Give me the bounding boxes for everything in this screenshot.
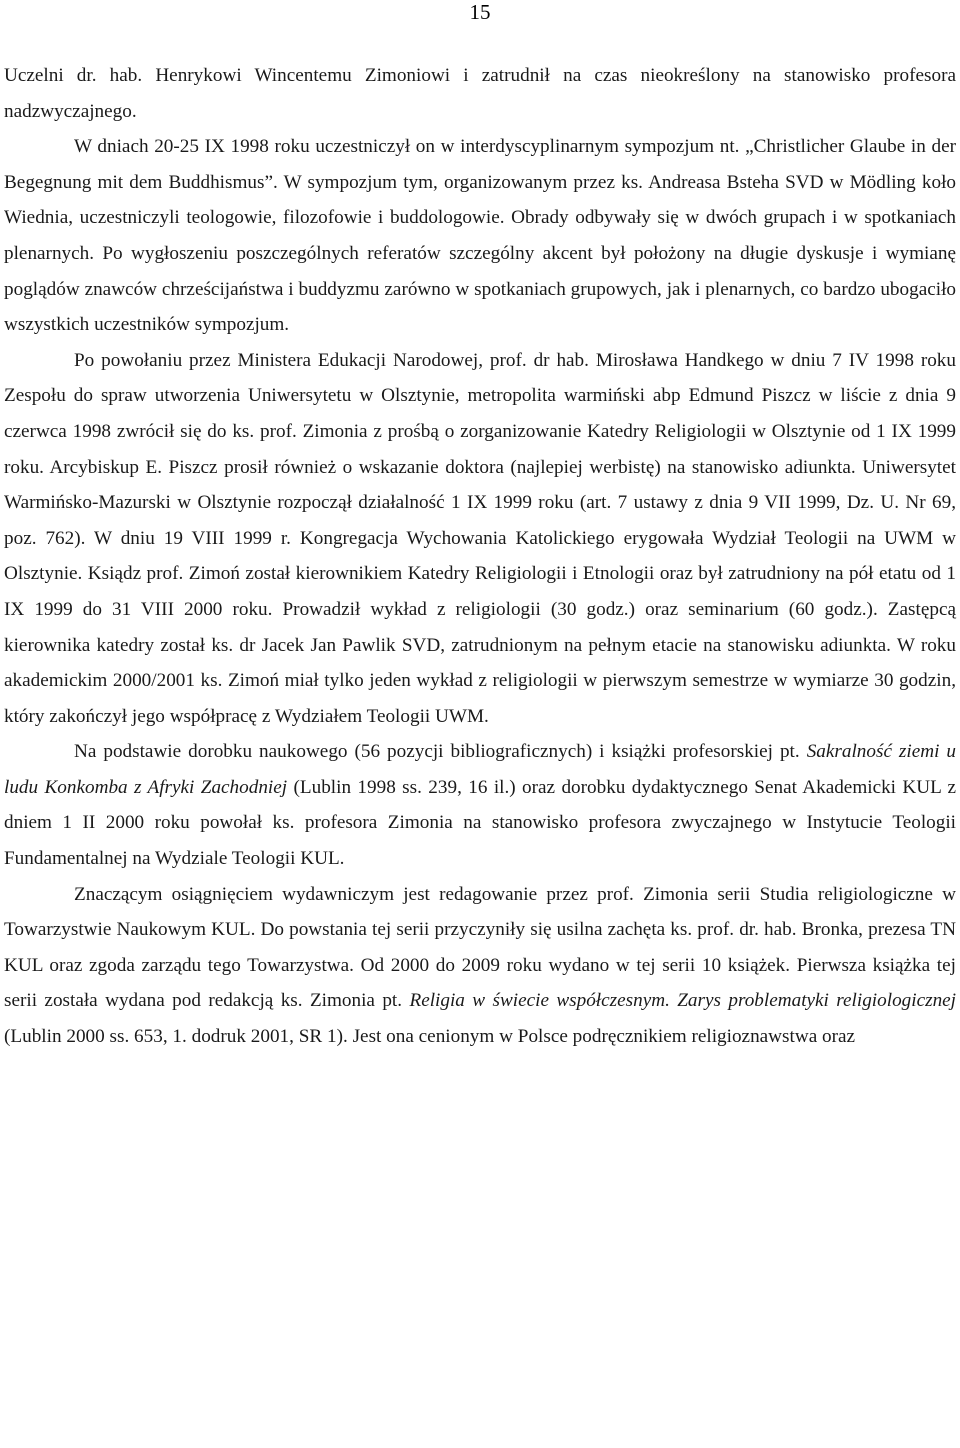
paragraph-1: Uczelni dr. hab. Henrykowi Wincentemu Zimoniowi i zatrudnił na czas nieokreślony na stanowisko profesora nadzwyczajnego. bbox=[4, 65, 956, 122]
paragraph-5-text-a: Znaczącym osiągnięciem wydawniczym jest redagowanie przez prof. Zimonia serii Studia religiologiczne w Towarzystwie Naukowym KUL. Do powstania tej serii przyczyniły się usilna zachęta ks. prof. dr. hab. Bronka, prezesa TN KUL oraz zgoda zarządu tego Towarzystwa. Od 2000 do 2009 roku wydano w tej serii 10 książek. Pierwsza książka tej serii została wydana pod redakcją ks. Zimonia pt. bbox=[4, 883, 956, 1012]
paragraph-5-text-b: (Lublin 2000 ss. 653, 1. dodruk 2001, SR 1). Jest ona cenionym w Polsce podręcznikiem religioznawstwa oraz bbox=[4, 1026, 856, 1048]
paragraph-4-text-b: (Lublin 1998 ss. 239, 16 il.) oraz dorobku dydaktycznego Senat Akademicki KUL z dniem 1 II 2000 roku powołał ks. profesora Zimonia na stanowisko profesora zwyczajnego w Instytucie Teologii Fundamentalnej na Wydziale Teologii KUL. bbox=[4, 776, 957, 870]
book-title-1: Sakralność ziemi u ludu Konkomba z Afryki Zachodniej bbox=[4, 741, 957, 798]
paragraph-3: Po powołaniu przez Ministera Edukacji Narodowej, prof. dr hab. Mirosława Handkego w dniu 7 IV 1998 roku Zespołu do spraw utworzenia Uniwersytetu w Olsztynie, metropolita warmiński abp Edmund Piszcz w liście z dnia 9 czerwca 1998 zwrócił się do ks. prof. Zimonia z prośbą o zorganizowanie Katedry Religiologii w Olsztynie od 1 IX 1999 roku. Arcybiskup E. Piszcz prosił również o wskazanie doktora (najlepiej werbistę) na stanowisko adiunkta. Uniwersytet Warmińsko-Mazurski w Olsztynie rozpoczął działalność 1 IX 1999 roku (art. 7 ustawy z dnia 9 VII 1999, Dz. U. Nr 69, poz. 762). W dniu 19 VIII 1999 r. Kongregacja Wychowania Katolickiego erygowała Wydział Teologii na UWM w Olsztynie. Ksiądz prof. Zimoń został kierownikiem Katedry Religiologii i Etnologii oraz był zatrudniony na pół etatu od 1 IX 1999 do 31 VIII 2000 roku. Prowadził wykład z religiologii (30 godz.) oraz seminarium (60 godz.). Zastępcą kierownika katedry został ks. dr Jacek Jan Pawlik SVD, zatrudnionym na pełnym etacie na stanowisku adiunkta. W roku akademickim 2000/2001 ks. Zimoń miał tylko jeden wykład z religiologii w pierwszym semestrze w wymiarze 30 godzin, który zakończył jego współpracę z Wydziałem Teologii UWM. bbox=[4, 349, 956, 727]
paragraph-4 bbox=[4, 734, 956, 876]
paragraph-2: W dniach 20-25 IX 1998 roku uczestniczył on w interdyscyplinarnym sympozjum nt. „Christlicher Glaube in der Begegnung mit dem Buddhismus”. W sympozjum tym, organizowanym przez ks. Andreasa Bsteha SVD w Mödling koło Wiednia, uczestniczyli teologowie, filozofowie i buddologowie. Obrady odbywały się w dwóch grupach i w spotkaniach plenarnych. Po wygłoszeniu poszczególnych referatów szczególny akcent był położony na długie dyskusje i wymianę poglądów znawców chrześcijaństwa i buddyzmu zarówno w spotkaniach grupowych, jak i plenarnych, co bardzo ubogaciło wszystkich uczestników sympozjum. bbox=[4, 136, 956, 336]
book-title-2: Religia w świecie współczesnym. Zarys problematyki religiologicznej bbox=[409, 990, 957, 1012]
page-number: 15 bbox=[469, 0, 491, 24]
paragraph-4-text-a: Na podstawie dorobku naukowego (56 pozycji bibliograficznych) i książki profesorskiej pt. bbox=[74, 741, 800, 763]
paragraph-5 bbox=[4, 877, 956, 1055]
document-body bbox=[4, 58, 956, 1055]
